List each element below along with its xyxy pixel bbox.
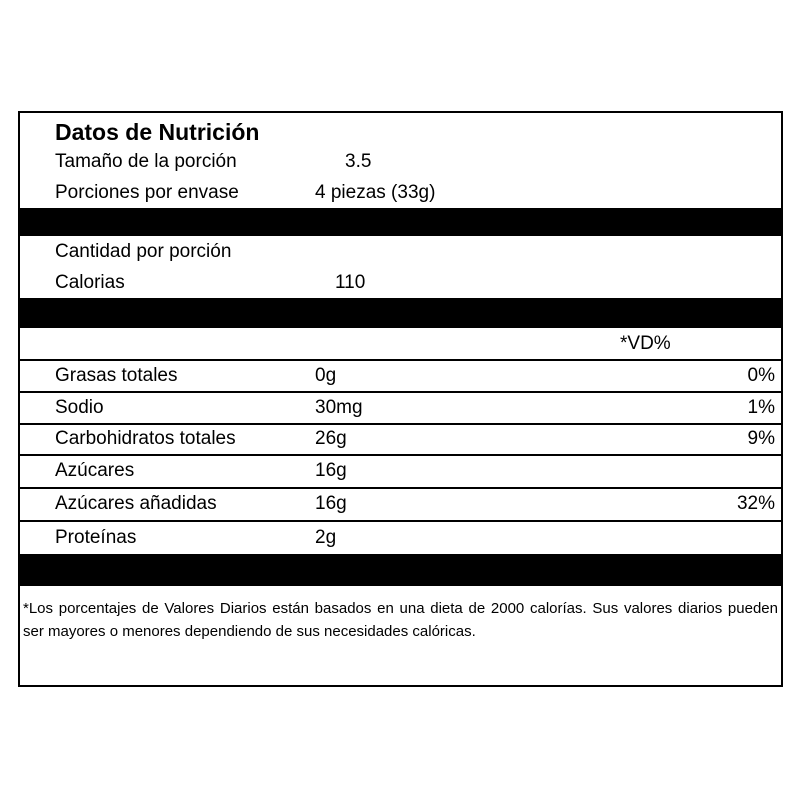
nutrient-amount: 30mg — [315, 397, 363, 418]
nutrient-name: Proteínas — [55, 527, 137, 548]
daily-value-footnote: *Los porcentajes de Valores Diarios están basados en una dieta de 2000 calorías. Sus valores diarios pueden ser mayores o menores dependiendo de sus necesidades calóricas. — [23, 600, 778, 640]
nutrient-daily-value: 0% — [747, 365, 775, 386]
thick-divider-bar — [20, 208, 781, 236]
amount-per-serving: Cantidad por porción — [55, 241, 232, 262]
nutrient-name: Grasas totales — [55, 365, 178, 386]
serving-size-value: 3.5 — [345, 151, 372, 172]
thick-divider-bar — [20, 298, 781, 328]
servings-per-container-value: 4 piezas (33g) — [315, 182, 436, 203]
nutrient-amount: 26g — [315, 428, 347, 449]
servings-per-container-label: Porciones por envase — [55, 182, 239, 203]
row-divider — [20, 520, 781, 522]
serving-size-label: Tamaño de la porción — [55, 151, 237, 172]
nutrient-daily-value: 32% — [736, 493, 775, 514]
thick-divider-bar — [20, 554, 781, 586]
nutrient-name: Azúcares añadidas — [55, 493, 217, 514]
row-divider — [20, 454, 781, 456]
label-title: Datos de Nutrición — [55, 119, 260, 145]
row-divider — [20, 391, 781, 393]
row-divider — [20, 487, 781, 489]
nutrient-amount: 16g — [315, 460, 347, 481]
row-divider — [20, 359, 781, 361]
nutrition-facts-label — [18, 111, 783, 687]
nutrient-amount: 0g — [315, 365, 337, 386]
nutrient-daily-value: 1% — [747, 397, 775, 418]
nutrient-amount: 2g — [315, 527, 337, 548]
row-divider — [20, 423, 781, 425]
nutrient-name: Carbohidratos totales — [55, 428, 236, 449]
nutrient-daily-value: 9% — [747, 428, 775, 449]
daily-value-header: *VD% — [620, 333, 671, 354]
nutrient-name: Sodio — [55, 397, 104, 418]
calories-value: 110 — [335, 272, 366, 293]
calories-label: Calorias — [55, 272, 125, 293]
nutrient-name: Azúcares — [55, 460, 135, 481]
nutrient-amount: 16g — [315, 493, 347, 514]
